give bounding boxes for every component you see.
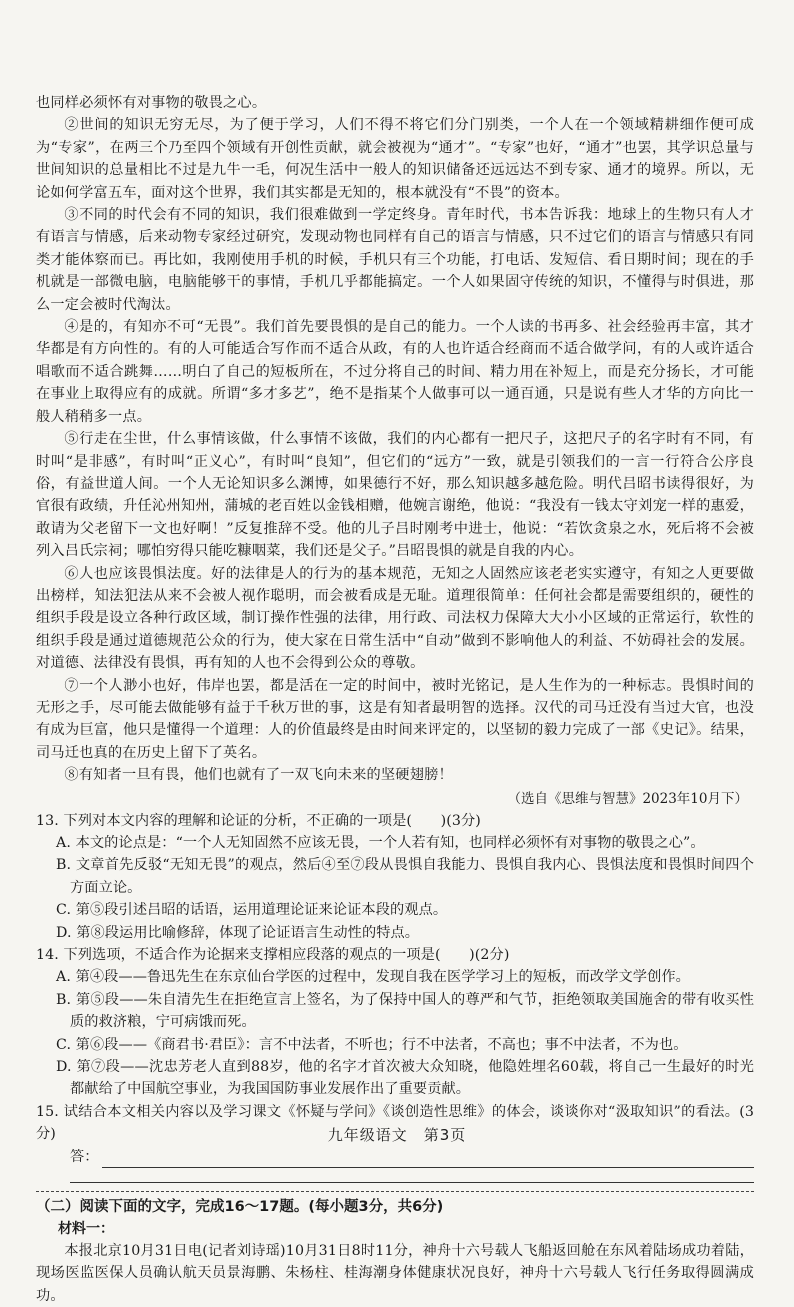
section-divider: [36, 1191, 754, 1192]
answer-area[interactable]: [70, 1146, 754, 1168]
section-2-heading: （二）阅读下面的文字，完成16～17题。(每小题3分，共6分): [36, 1198, 444, 1215]
question-14-option-d: D. 第⑦段——沈忠芳老人直到88岁，他的名字才首次被大众知晓，他隐姓埋名60载，将自己一生最好的时光都献给了中国航空事业，为我国国防事业发展作出了重要贡献。: [56, 1059, 754, 1098]
material-1-text: 本报北京10月31日电(记者刘诗瑶)10月31日8时11分，神舟十六号载人飞船返回舱在东风着陆场成功着陆，现场医监医保人员确认航天员景海鹏、朱杨柱、桂海潮身体健康状况良好，神舟十六号载人飞行任务取得圆满成功。: [36, 1242, 754, 1304]
question-14-option-c: C. 第⑥段——《商君书·君臣》：言不中法者，不听也；行不中法者，不高也；事不中法者，不为也。: [56, 1036, 688, 1053]
question-14: [36, 944, 754, 1101]
paragraph-1-continued: 也同样必须怀有对事物的敬畏之心。: [36, 95, 267, 111]
paragraph-7: ⑦一个人渺小也好，伟岸也罢，都是活在一定的时间中，被时光铭记，是人生作为的一种标志。畏惧时间的无形之手，尽可能去做能够有益于千秋万世的事，这是有知者最明智的选择。汉代的司马迁没有当过大官，也没有成为巨富，他只是懂得一个道理：人的价值最终是由时间来评定的，以坚韧的毅力完成了一部《史记》。结果，司马迁也真的在历史上留下了英名。: [36, 677, 754, 761]
page-footer: 九年级语文 第3页: [327, 1126, 467, 1144]
question-14-option-a: A. 第④段——鲁迅先生在东京仙台学医的过程中，发现自我在医学学习上的短板，而改学文学创作。: [56, 969, 690, 986]
material-1-title: 材料一：: [58, 1220, 114, 1237]
section-2: [36, 1196, 754, 1307]
answer-line[interactable]: [102, 1151, 754, 1168]
paragraph-5: ⑤行走在尘世，什么事情该做，什么事情不该做，我们的内心都有一把尺子，这把尺子的名字时有不同，有时叫“是非感”，有时叫“正义心”，有时叫“良知”，但它们的“远方”一致，就是引领我们的一言一行符合公序良俗，有益世道人间。一个人无论知识多么渊博，如果德行不好，那么知识越多越危险。明代吕昭书读得很好，为官很有政绩，升任沁州知州，蒲城的老百姓以金钱相赠，他婉言谢绝，他说：“我没有一钱太守刘宠一样的惠爱，敢请为父老留下一文也好啊！”反复推辞不受。他的儿子吕时刚考中进士，他说：“若饮贪泉之水，死后将不会被列入吕氏宗祠；哪怕穷得只能吃糠咽菜，我们还是父子。”吕昭畏惧的就是自我的内心。: [36, 431, 754, 560]
passage: [36, 92, 754, 810]
question-14-stem: 14. 下列选项，不适合作为论据来支撑相应段落的观点的一项是( )(2分): [36, 947, 510, 964]
question-13-option-c: C. 第⑤段引述吕昭的话语，运用道理论证来论证本段的观点。: [56, 902, 448, 919]
question-15-stem: 15. 试结合本文相关内容以及学习课文《怀疑与学问》《谈创造性思维》的体会，谈谈你对“汲取知识”的看法。(3分): [36, 1103, 754, 1143]
question-13-option-a: A. 本文的论点是：“一个人无知固然不应该无畏，一个人若有知，也同样必须怀有对事物的敬畏之心”。: [56, 835, 705, 851]
question-13-stem: 13. 下列对本文内容的理解和论证的分析，不正确的一项是( )(3分): [36, 812, 481, 829]
question-14-option-b: B. 第⑤段——朱自清先生在拒绝宣言上签名，为了保持中国人的尊严和气节，拒绝领取美国施舍的带有收买性质的救济粮，宁可病饿而死。: [56, 991, 754, 1031]
paragraph-3: ③不同的时代会有不同的知识，我们很难做到一学定终身。青年时代，书本告诉我：地球上的生物只有人才有语言与情感，后来动物专家经过研究，发现动物也同样有自己的语言与情感，只不过它们的语言与情感只有同类才能体察而已。再比如，我刚使用手机的时候，手机只有三个功能，打电话、发短信、看日期时间；现在的手机就是一部微电脑，电脑能够干的事情，手机几乎都能搞定。一个人如果固守传统的知识，不懂得与时俱进，那么一定会被时代淘汰。: [36, 207, 754, 313]
passage-source: （选自《思维与智慧》2023年10月下）: [507, 790, 748, 807]
answer-label: 答：: [70, 1148, 99, 1165]
paragraph-2: ②世间的知识无穷无尽，为了便于学习，人们不得不将它们分门别类，一个人在一个领域精耕细作便可成为“专家”，在两三个乃至四个领域有开创性贡献，就会被视为“通才”。“专家”也好，“通才”也罢，其学识总量与世间知识的总量相比不过是九牛一毛，何况生活中一般人的知识储备还远远达不到专家、通才的境界。所以，无论如何学富五车，面对这个世界，我们其实都是无知的，根本就没有“不畏”的资本。: [36, 117, 754, 201]
paragraph-6: ⑥人也应该畏惧法度。好的法律是人的行为的基本规范，无知之人固然应该老老实实遵守，有知之人更要做出榜样，知法犯法从来不会被人视作聪明，而会被看成是无耻。道理很简单：任何社会都是需要组织的，硬性的组织手段是设立各种行政区域，制订操作性强的法律，用行政、司法权力保障大大小小区域的正常运行，软性的组织手段是通过道德规范公众的行为，使大家在日常生活中“自动”做到不影响他人的利益、不妨碍社会的发展。对道德、法律没有畏惧，再有知的人也不会得到公众的尊敬。: [36, 565, 754, 672]
paragraph-8: ⑧有知者一旦有畏，他们也就有了一双飞向未来的坚硬翅膀！: [64, 767, 453, 784]
paragraph-4: ④是的，有知亦不可“无畏”。我们首先要畏惧的是自己的能力。一个人读的书再多、社会经验再丰富，其才华都是有方向性的。有的人可能适合写作而不适合从政，有的人也许适合经商而不适合做学问，有的人或许适合唱歌而不适合跳舞……明白了自己的短板所在，不过分将自己的时间、精力用在补短上，而是充分扬长，才可能在事业上取得应有的成就。所谓“多才多艺”，绝不是指某个人做事可以一通百通，只是说有些人才华的方向比一般人稍稍多一点。: [36, 319, 754, 425]
question-13-option-b: B. 文章首先反驳“无知无畏”的观点，然后④至⑦段从畏惧自我能力、畏惧自我内心、畏惧法度和畏惧时间四个方面立论。: [56, 857, 754, 896]
question-13: [36, 810, 754, 944]
answer-line-2[interactable]: [70, 1168, 754, 1183]
question-13-option-d: D. 第⑧段运用比喻修辞，体现了论证语言生动性的特点。: [56, 924, 420, 941]
